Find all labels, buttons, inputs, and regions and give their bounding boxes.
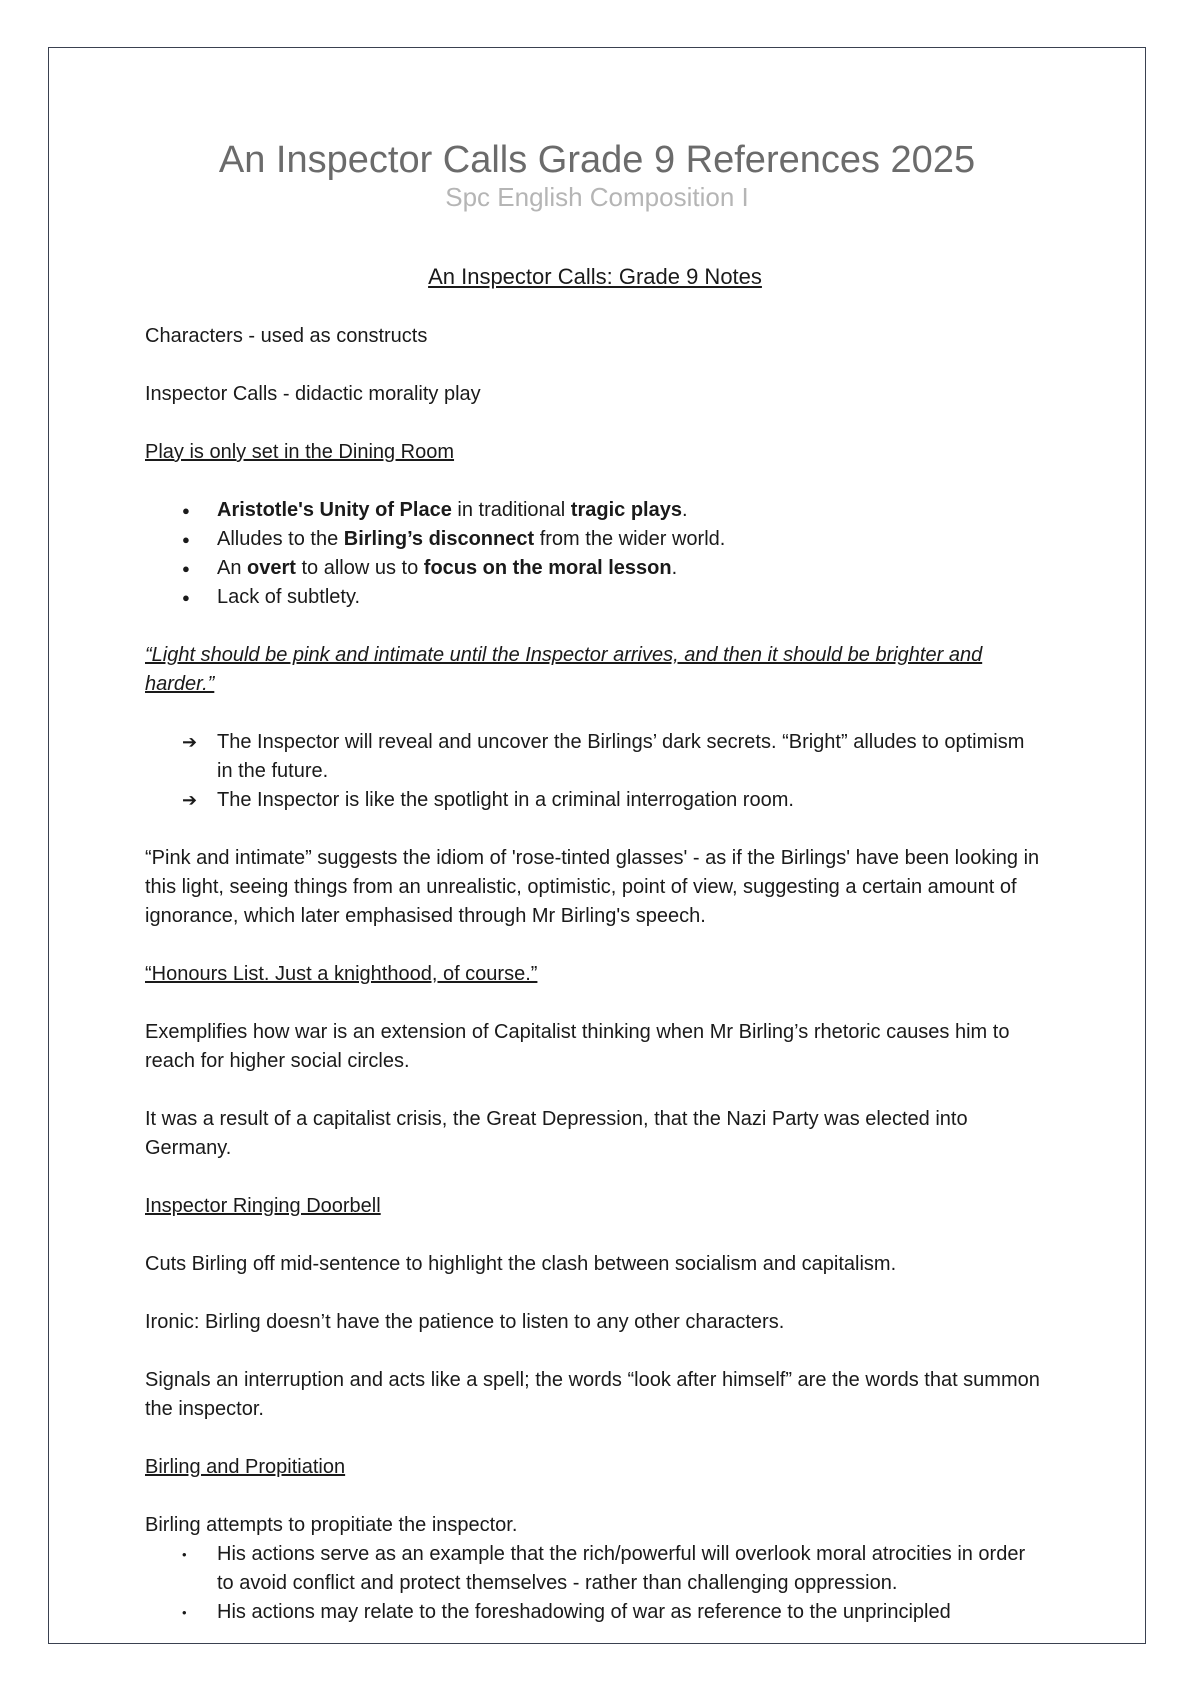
list-item [145,583,1045,612]
bullet-icon: ● [182,532,190,547]
document-header [48,138,1146,212]
list-text: to allow us to [295,557,424,579]
quote-light: “Light should be pink and intimate until the Inspector arrives, and then it should be brighter and harder.” [145,644,983,695]
dining-room-bullets [145,496,1045,612]
paragraph-great-depression: It was a result of a capitalist crisis, the Great Depression, that the Nazi Party was elected into Germany. [145,1108,968,1159]
propitiation-bullets [145,1540,1045,1627]
bullet-icon: ● [182,503,190,518]
list-text: His actions serve as an example that the rich/powerful will overlook moral atrocities in order to avoid conflict and protect themselves - rather than challenging oppression. [217,1543,1026,1594]
list-text: Lack of subtlety. [217,586,361,608]
list-item [145,496,1045,525]
list-item [145,1540,1045,1598]
list-text: in traditional [451,499,571,521]
list-text: The Inspector is like the spotlight in a criminal interrogation room. [217,789,794,811]
document-body [145,262,1045,1627]
bullet-icon: ● [182,590,190,605]
list-item [145,786,1045,815]
paragraph-characters: Characters - used as constructs [145,325,428,347]
bold-text: Birling’s disconnect [343,528,535,550]
bold-text: overt [247,557,296,579]
arrow-icon: ➔ [182,790,198,810]
list-text: . [681,499,688,521]
paragraph-war-capitalism: Exemplifies how war is an extension of Capitalist thinking when Mr Birling’s rhetoric causes him to reach for higher social circles. [145,1021,1010,1072]
list-text: Alludes to the [217,528,344,550]
light-arrow-list [145,728,1045,815]
notes-heading: An Inspector Calls: Grade 9 Notes [428,264,762,289]
list-item [145,728,1045,786]
bullet-icon: ● [182,561,190,576]
bold-text: tragic plays [570,499,682,521]
document-title: An Inspector Calls Grade 9 References 2025 [218,139,976,181]
paragraph-morality-play: Inspector Calls - didactic morality play [145,383,481,405]
list-text: from the wider world. [534,528,726,550]
paragraph-pink-intimate: “Pink and intimate” suggests the idiom of 'rose-tinted glasses' - as if the Birlings' have been looking in this light, seeing things from an unrealistic, optimistic, point of view, suggesting a certain amount of ignorance, which later emphasised through Mr Birling's speech. [145,847,1040,927]
list-item [145,525,1045,554]
bold-text: Aristotle's Unity of Place [217,499,452,521]
section-heading-doorbell: Inspector Ringing Doorbell [145,1195,381,1217]
list-item [145,554,1045,583]
bold-text: focus on the moral lesson [423,557,672,579]
list-text: The Inspector will reveal and uncover the Birlings’ dark secrets. “Bright” alludes to optimism in the future. [217,731,1025,782]
section-heading-dining-room: Play is only set in the Dining Room [145,441,455,463]
paragraph-spell: Signals an interruption and acts like a spell; the words “look after himself” are the words that summon the inspector. [145,1369,1040,1420]
bullet-icon: • [182,1547,187,1562]
paragraph-ironic: Ironic: Birling doesn’t have the patience to listen to any other characters. [145,1311,785,1333]
quote-honours-list: “Honours List. Just a knighthood, of course.” [145,963,538,985]
paragraph-propitiate: Birling attempts to propitiate the inspector. [145,1514,518,1536]
list-text: An [217,557,248,579]
arrow-icon: ➔ [182,732,198,752]
list-item [145,1598,1045,1627]
document-subtitle: Spc English Composition I [445,182,749,212]
bullet-icon: • [182,1605,187,1620]
section-heading-propitiation: Birling and Propitiation [145,1456,346,1478]
list-text: His actions may relate to the foreshadowing of war as reference to the unprincipled [217,1601,951,1623]
list-text: . [671,557,678,579]
paragraph-cuts-birling: Cuts Birling off mid-sentence to highlight the clash between socialism and capitalism. [145,1253,897,1275]
